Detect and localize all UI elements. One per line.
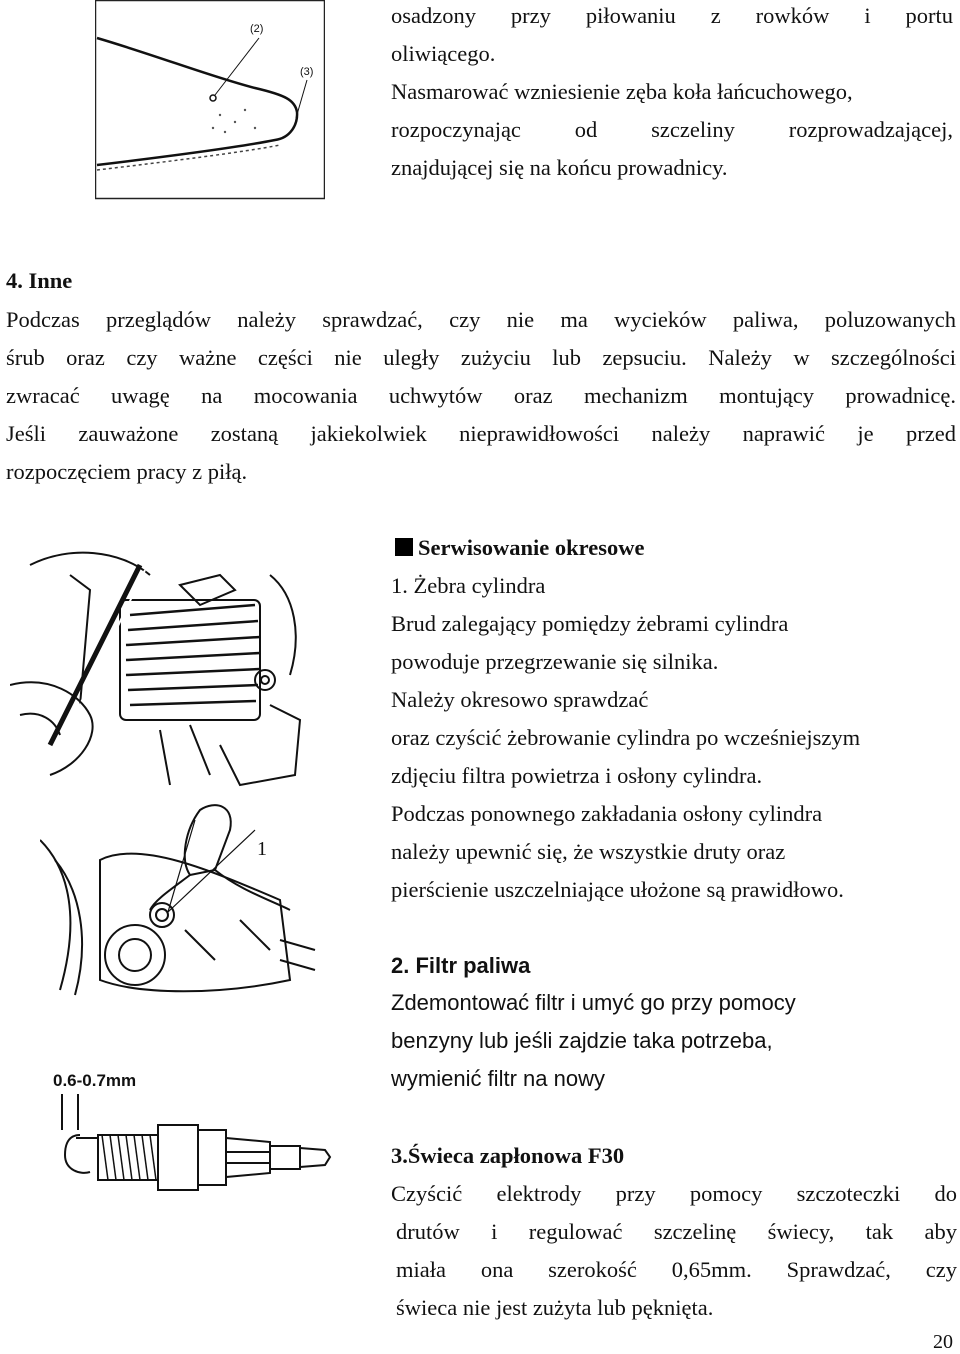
callout-label-1: 1	[257, 838, 267, 860]
text-line: osadzony przy piłowaniu z rowków i portu	[391, 3, 953, 28]
text-line: rozpoczynając od szczeliny rozprowadzającej,	[391, 117, 953, 142]
paragraph-line: śrub oraz czy ważne części nie uległy zużyciu lub zepsuciu. Należy w szczególności	[6, 345, 956, 370]
item-line: Zdemontować filtr i umyć go przy pomocy	[391, 990, 796, 1015]
paragraph-line: Jeśli zauważone zostaną jakiekolwiek nieprawidłowości należy naprawić je przed	[6, 421, 956, 446]
cylinder-fins-figure	[10, 545, 310, 795]
item-line: zdjęciu filtra powietrza i osłony cylindra.	[391, 763, 763, 788]
item-line: Należy okresowo sprawdzać	[391, 687, 649, 712]
text-line: znajdującej się na końcu prowadnicy.	[391, 155, 728, 180]
item-line: należy upewnić się, że wszystkie druty oraz	[391, 839, 786, 864]
item-line: Podczas ponownego zakładania osłony cylindra	[391, 801, 823, 826]
item-line: oraz czyścić żebrowanie cylindra po wcześniejszym	[391, 725, 861, 750]
fuel-filter-figure	[40, 800, 320, 1000]
section-heading: Serwisowanie okresowe	[418, 535, 645, 560]
item-title: 3.Świeca zapłonowa F30	[391, 1143, 625, 1168]
page-number: 20	[933, 1331, 953, 1353]
item-line: drutów i regulować szczelinę świecy, tak aby	[396, 1219, 957, 1244]
item-title: 2. Filtr paliwa	[391, 953, 531, 978]
item-line: benzyny lub jeśli zajdzie taka potrzeba,	[391, 1028, 773, 1053]
callout-label-3: (3)	[300, 66, 314, 78]
item-line: Czyścić elektrody przy pomocy szczoteczki do	[391, 1181, 957, 1206]
section-heading: 4. Inne	[6, 268, 73, 293]
item-line: miała ona szerokość 0,65mm. Sprawdzać, czy	[396, 1257, 957, 1282]
paragraph-line: Podczas przeglądów należy sprawdzać, czy nie ma wycieków paliwa, poluzowanych	[6, 307, 956, 332]
item-line: Brud zalegający pomiędzy żebrami cylindra	[391, 611, 789, 636]
item-line: świeca nie jest zużyta lub pęknięta.	[396, 1295, 714, 1320]
paragraph-line: rozpoczęciem pracy z piłą.	[6, 459, 248, 484]
item-line: wymienić filtr na nowy	[391, 1066, 605, 1091]
text-line: oliwiącego.	[391, 41, 496, 66]
paragraph-line: zwracać uwagę na mocowania uchwytów oraz mechanizm montujący prowadnicę.	[6, 383, 956, 408]
callout-label-2: (2)	[250, 23, 264, 35]
black-square-icon	[395, 538, 413, 556]
spark-plug-figure	[40, 1060, 360, 1210]
gap-measurement-label: 0.6-0.7mm	[53, 1071, 137, 1090]
item-title: 1. Żebra cylindra	[391, 573, 546, 598]
guide-bar-figure	[95, 0, 325, 200]
text-line: Nasmarować wzniesienie zęba koła łańcuchowego,	[391, 79, 853, 104]
item-line: powoduje przegrzewanie się silnika.	[391, 649, 719, 674]
item-line: pierścienie uszczelniające ułożone są prawidłowo.	[391, 877, 844, 902]
